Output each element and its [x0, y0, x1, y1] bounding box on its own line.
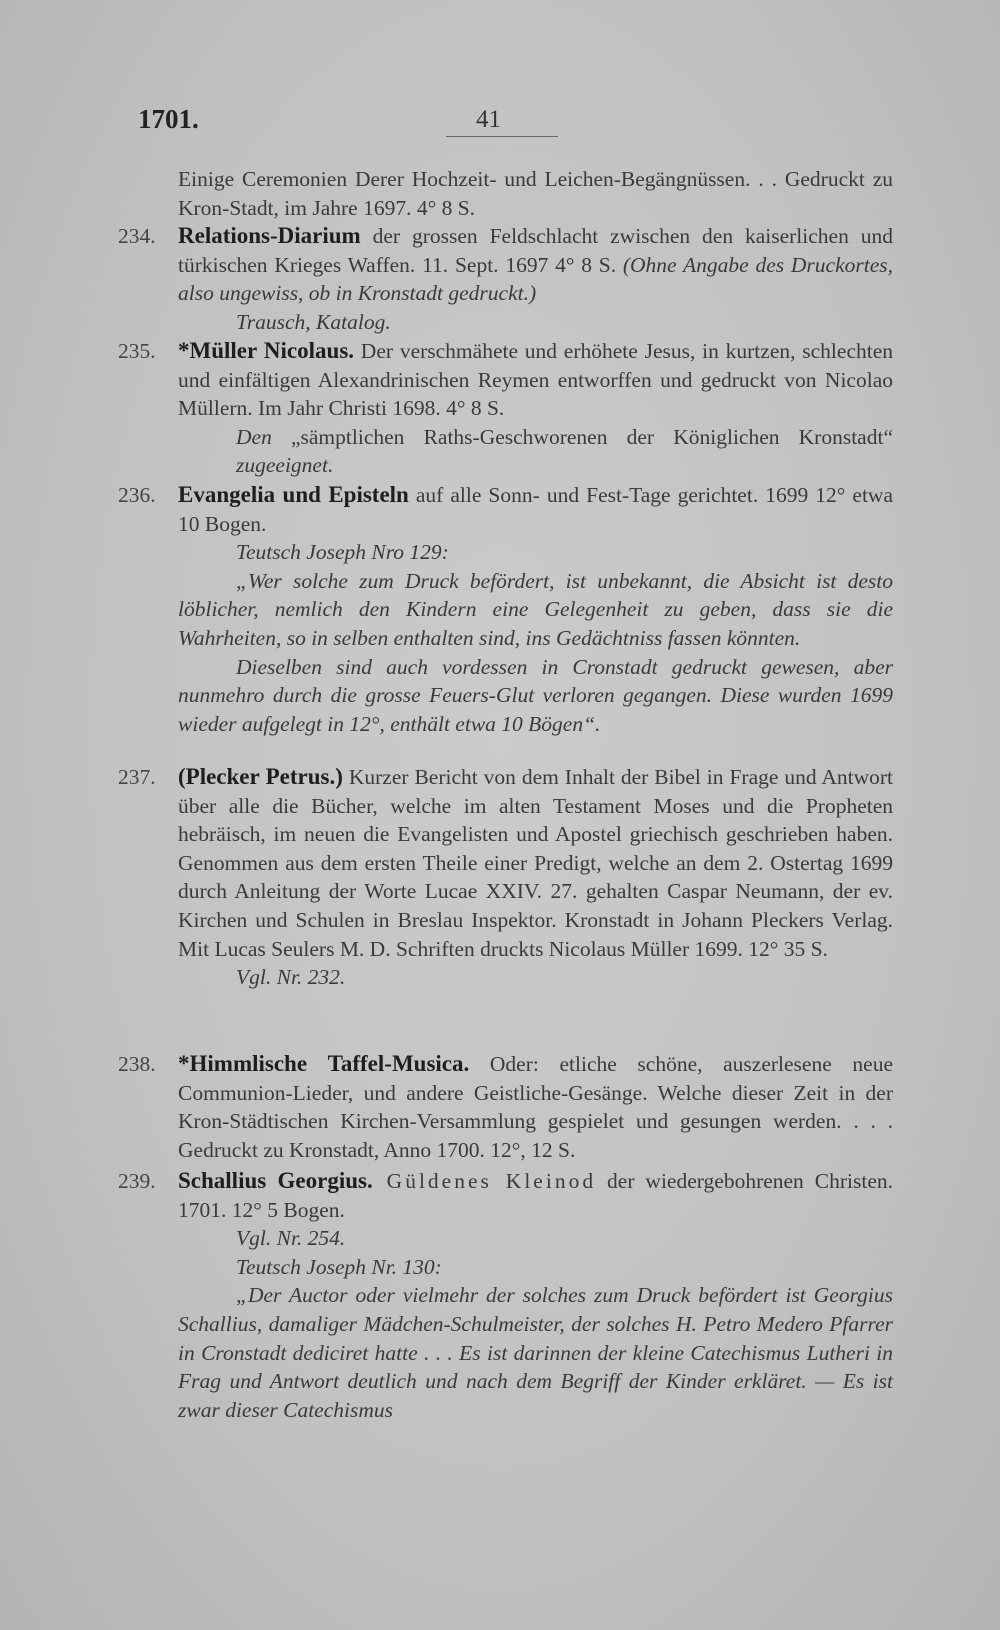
entry-text: auf alle Sonn- und Fest-Tage gerichtet. 1699 12° etwa 10 Bogen. [178, 483, 893, 536]
entry-235 [118, 337, 893, 480]
entry-source-note: Teutsch Joseph Nro 129: [236, 540, 449, 565]
entry-239 [118, 1167, 893, 1424]
entry-text: Der verschmähete und erhöhete Jesus, in kurtzen, schlechten und einfältigen Alexandrinischen Reymen entworffen und gedruckt von Nicolao Müllern. Im Jahr Christi 1698. 4° 8 S. [178, 339, 894, 421]
running-head-year: 1701. [138, 104, 199, 134]
dedication-text: „sämptlichen Raths-Geschworenen der Königlichen Kronstadt“ [271, 424, 893, 449]
intro-text: Einige Ceremonien Derer Hochzeit- und Leichen-Begängnüssen. . . Gedruckt zu Kron-Stadt, im Jahre 1697. 4° 8 S. [178, 167, 893, 220]
entry-number: 239. [118, 1169, 156, 1193]
entry-heading: Relations-Diarium [178, 223, 361, 248]
entry-quote-cont: Dieselben sind auch vordessen in Cronstadt gedruckt gewesen, aber nunmehro durch die grosse Feuers-Glut verloren gegangen. Diese wurden 1699 wieder aufgelegt in 12°, enthält etwa 10 Bögen“. [178, 654, 893, 736]
entry-crossref: Vgl. Nr. 254. [236, 1226, 346, 1251]
entry-237 [118, 763, 893, 992]
intro-continuation [118, 165, 893, 222]
entry-heading: Evangelia und Episteln [178, 482, 409, 507]
dedication-prefix: Den [236, 424, 272, 449]
entry-number: 234. [118, 224, 156, 248]
entry-italic-note: (Ohne Angabe des Druckortes, also ungewiss, ob in Kronstadt gedruckt.) [178, 252, 893, 306]
entry-number: 238. [118, 1052, 156, 1076]
header-rule [446, 136, 558, 137]
entry-number: 236. [118, 483, 156, 507]
entry-heading: (Plecker Petrus.) [178, 764, 343, 789]
entry-heading: Schallius Georgius. [178, 1168, 373, 1193]
page-number: 41 [476, 106, 501, 133]
entry-source-note: Teutsch Joseph Nr. 130: [236, 1254, 442, 1279]
entry-number: 237. [118, 765, 156, 789]
entry-spaced-title: Güldenes Kleinod [372, 1169, 597, 1193]
entry-quote: „Wer solche zum Druck befördert, ist unbekannt, die Absicht ist desto löblicher, nemlich den Kindern eine Gelegenheit zu geben, dass sie die Wahrheiten, so in selben enthalten sind, ins Gedächtniss fassen könnten. [178, 568, 893, 650]
entry-heading: *Müller Nicolaus. [178, 338, 355, 363]
entry-number: 235. [118, 339, 156, 363]
entry-heading: *Himmlische Taffel-Musica. [178, 1051, 470, 1076]
entry-text: Oder: etliche schöne, auszerlesene neue Communion-Lieder, und andere Geistliche-Gesänge. Welche dieser Zeit in der Kron-Städtischen Kirchen-Versammlung gespielet und gesungen werden. . . . Gedruckt zu Kronstadt, Anno 1700. 12°, 12 S. [178, 1052, 893, 1162]
entry-crossref: Vgl. Nr. 232. [236, 965, 346, 990]
entry-238 [118, 1050, 893, 1164]
dedication-suffix: zugeeignet. [236, 453, 334, 478]
entry-source-note: Trausch, Katalog. [236, 309, 391, 334]
entry-text: der grossen Feldschlacht zwischen den kaiserlichen und türkischen Krieges Waffen. 11. Sept. 1697 4° 8 S. [178, 224, 893, 277]
entry-text: Kurzer Bericht von dem Inhalt der Bibel in Frage und Antwort über alle die Bücher, welche im alten Testament Moses und die Propheten hebräisch, im neuen die Evangelisten und Apostel griechisch geschrieben haben. Genommen aus dem ersten Theile einer Predigt, welche an dem 2. Ostertag 1699 durch Anleitung der Worte Lucae XXIV. 27. gehalten Caspar Neumann, der ev. Kirchen und Schulen in Breslau Inspektor. Kronstadt in Johann Pleckers Verlag. Mit Lucas Seulers M. D. Schriften druckts Nicolaus Müller 1699. 12° 35 S. [178, 765, 894, 961]
entry-quote: „Der Auctor oder vielmehr der solches zum Druck befördert ist Georgius Schallius, damaliger Mädchen-Schulmeister, der solches H. Petro Medero Pfarrer in Cronstadt dediciret hatte . . . Es ist darinnen der kleine Catechismus Lutheri in Frag und Antwort deutlich und nach dem Begriff der Kinder erkläret. — Es ist zwar dieser Catechismus [178, 1283, 893, 1422]
entry-236 [118, 481, 893, 738]
entry-234 [118, 222, 893, 336]
entry-text: der wiedergebohrenen Christen. 1701. 12° 5 Bogen. [178, 1169, 893, 1222]
